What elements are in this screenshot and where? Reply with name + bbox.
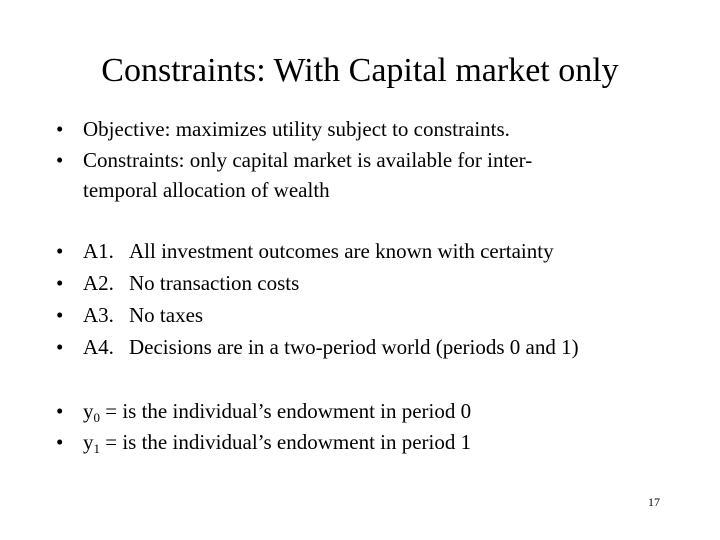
assumption-a4 (56, 332, 579, 363)
bullet-text: Objective: maximizes utility subject to constraints. (83, 117, 510, 141)
slide-title: Constraints: With Capital market only (101, 52, 619, 89)
bullet-icon: • (56, 239, 64, 263)
assumption-text: No transaction costs (129, 271, 300, 295)
bullet-constraints-continuation: temporal allocation of wealth (83, 178, 330, 202)
assumption-label: A4. (83, 335, 114, 359)
assumption-a2 (56, 268, 299, 299)
bullet-icon: • (56, 271, 64, 295)
assumption-text: All investment outcomes are known with certainty (129, 239, 554, 263)
bullet-icon: • (56, 335, 64, 359)
endowment-text: = is the individual’s endowment in period 1 (100, 430, 472, 454)
subscript: 1 (93, 441, 100, 456)
bullet-icon: • (56, 430, 64, 454)
subscript: 0 (93, 410, 100, 425)
bullet-icon: • (56, 117, 64, 141)
bullet-icon: • (56, 399, 64, 423)
endowment-y0 (56, 396, 471, 427)
assumption-label: A3. (83, 303, 114, 327)
endowment-y1 (56, 427, 471, 458)
bullet-icon: • (56, 148, 64, 172)
variable: y (83, 430, 94, 454)
bullet-objective (56, 114, 510, 145)
bullet-constraints (56, 145, 532, 176)
assumption-a3 (56, 300, 203, 331)
assumption-text: Decisions are in a two-period world (periods 0 and 1) (129, 335, 579, 359)
assumption-label: A1. (83, 239, 114, 263)
assumption-a1 (56, 236, 554, 267)
bullet-icon: • (56, 303, 64, 327)
variable: y (83, 399, 94, 423)
assumption-label: A2. (83, 271, 114, 295)
assumption-text: No taxes (129, 303, 204, 327)
bullet-text: Constraints: only capital market is available for inter- (83, 148, 533, 172)
endowment-text: = is the individual’s endowment in period 0 (100, 399, 472, 423)
slide-number: 17 (648, 495, 660, 509)
